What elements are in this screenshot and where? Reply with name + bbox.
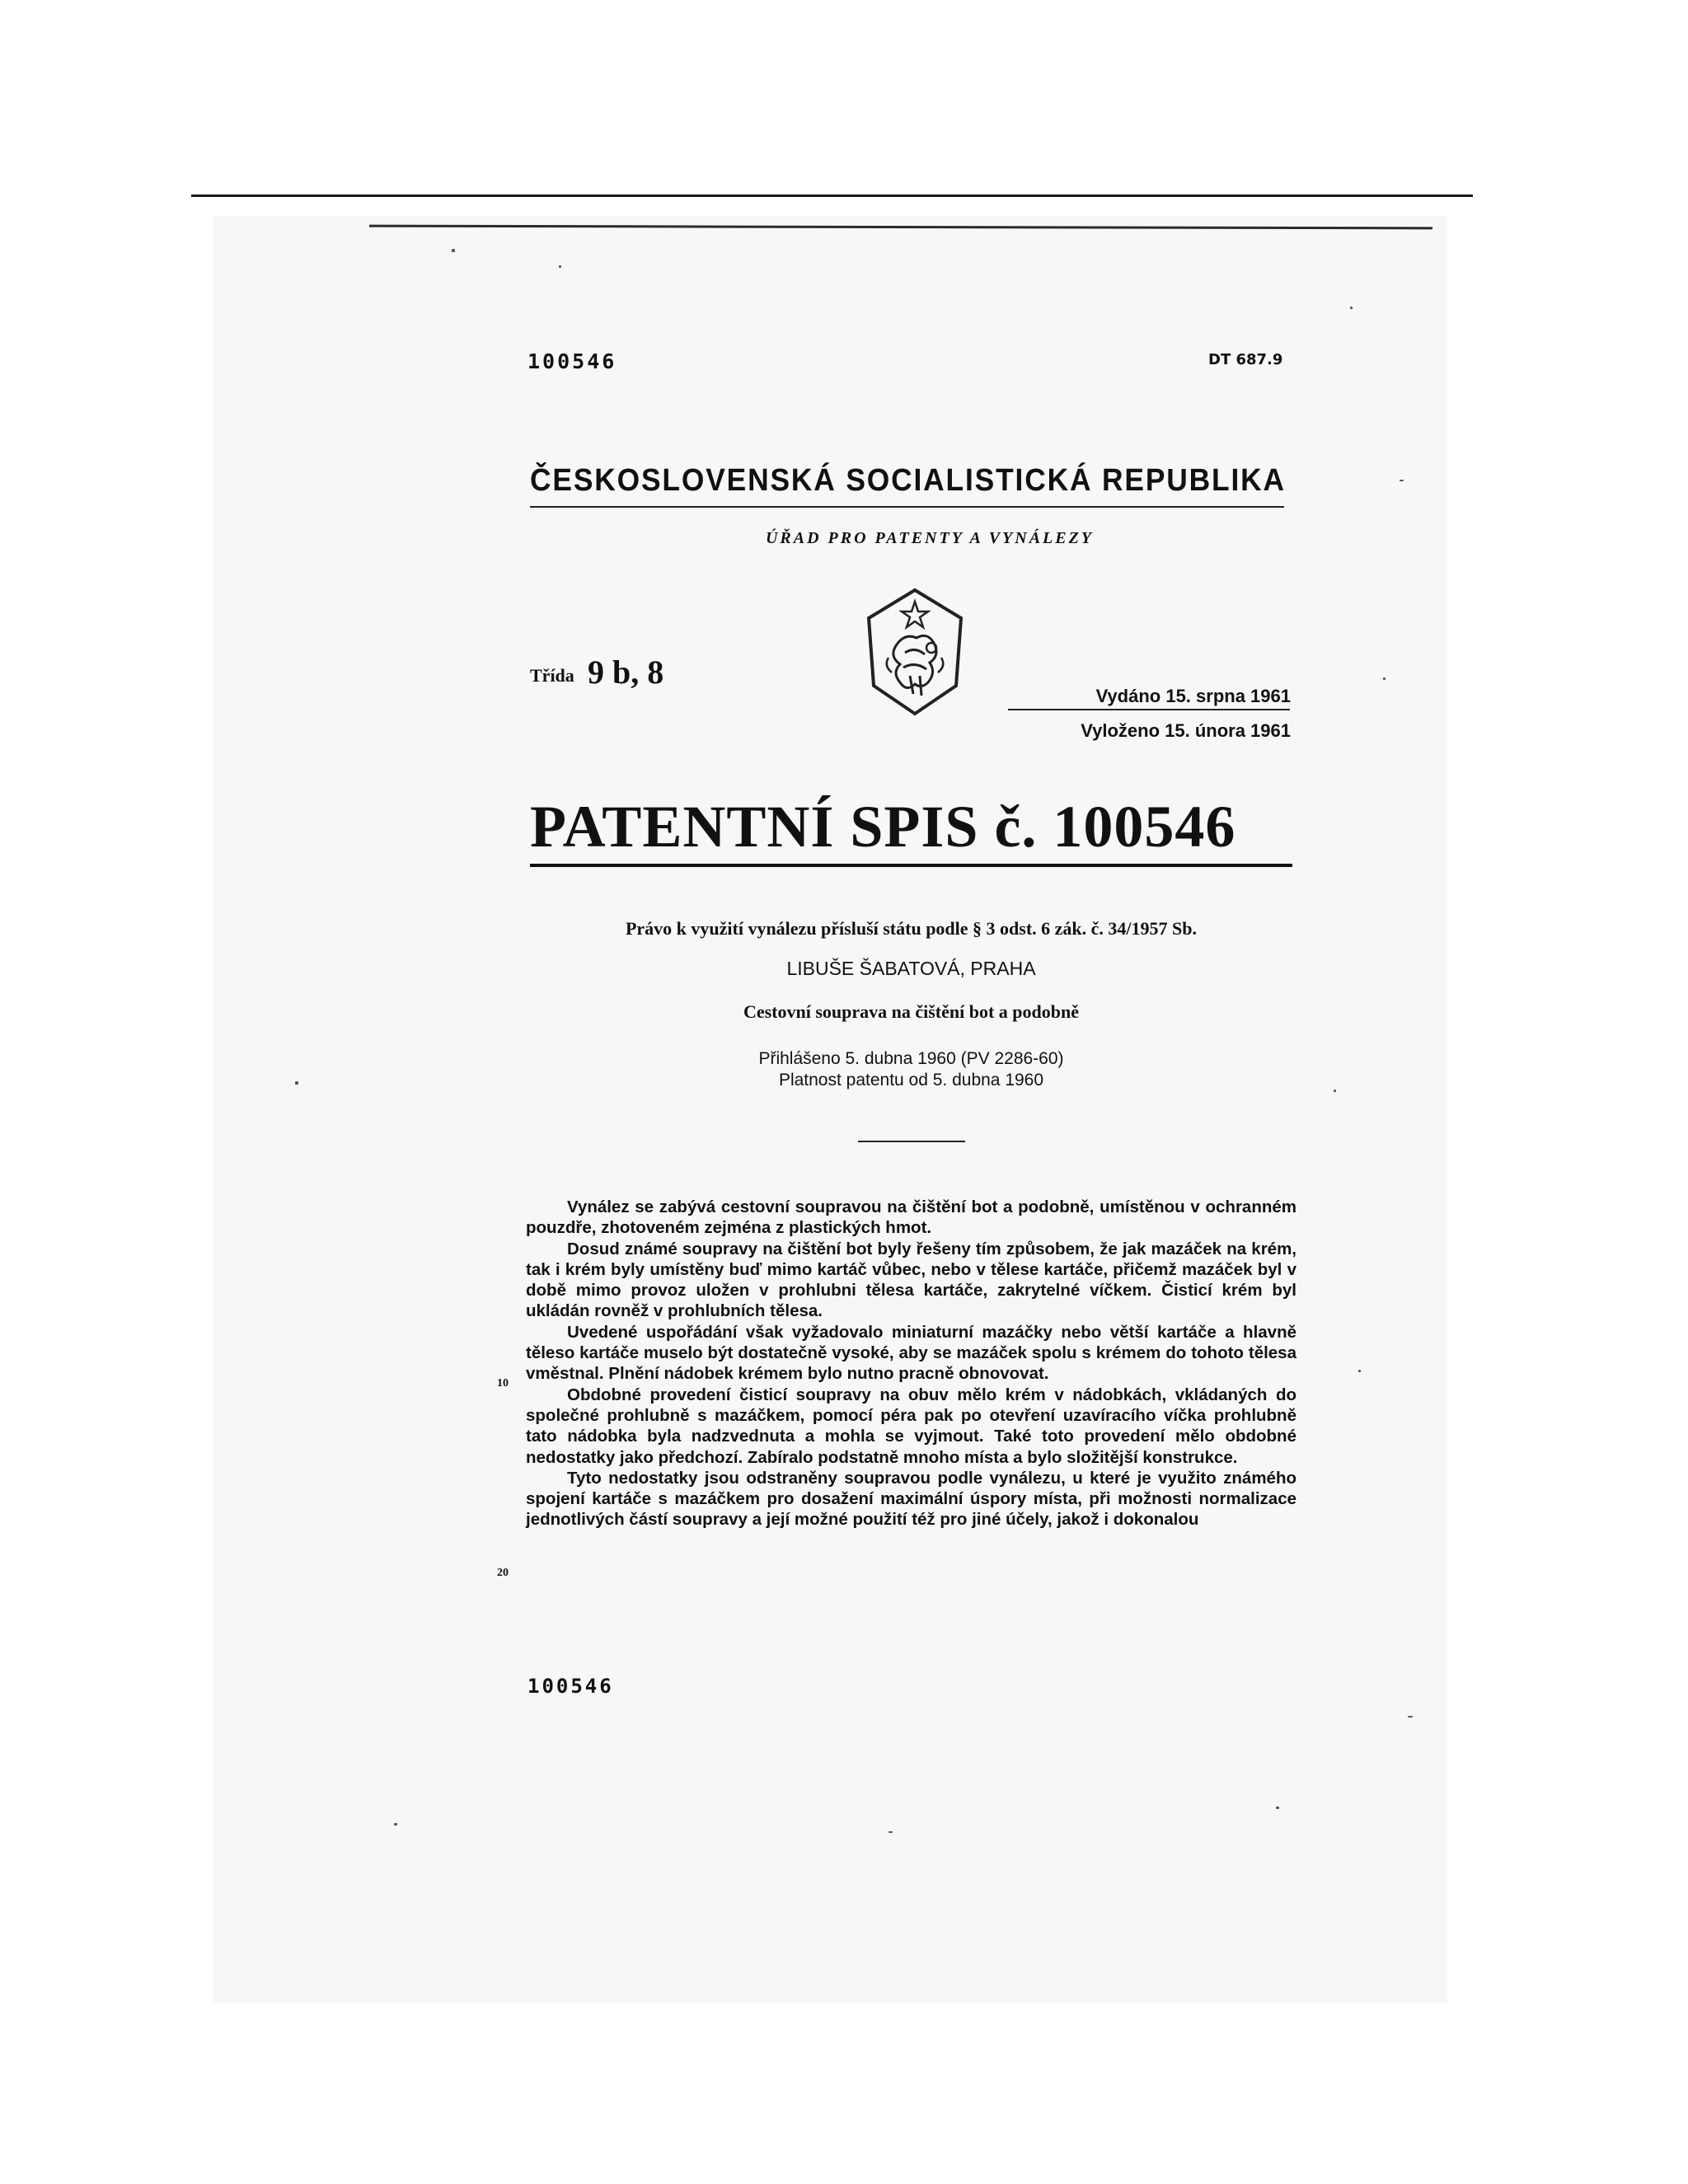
filing-info — [530, 1048, 1292, 1091]
paragraph: Vynález se zabývá cestovní soupravou na čištění bot a podobně, umístěnou v ochranném pouzdře, zhotoveném zejména z plastických hmot. — [526, 1197, 1296, 1238]
document-number: 100546 — [528, 349, 617, 373]
state-emblem-icon — [864, 587, 966, 719]
issued-date: Vydáno 15. srpna 1961 — [1095, 686, 1291, 706]
class-label: Třída — [530, 665, 574, 686]
separator-rule — [858, 1141, 965, 1142]
republic-rule — [530, 506, 1284, 508]
republic-heading: ČESKOSLOVENSKÁ SOCIALISTICKÁ REPUBLIKA — [530, 463, 1286, 498]
scan-top-line — [369, 225, 1432, 230]
paragraph: Tyto nedostatky jsou odstraněny soupravou podle vynálezu, u které je využito známého spojení kartáče s mazáčkem pro dosažení maximální úspory místa, při možnosti normalizace jednotlivých částí soupravy a její možné použití též pro jiné účely, jakož i dokonalou — [526, 1468, 1296, 1530]
scan-speck — [452, 249, 455, 252]
scan-speck — [295, 1081, 298, 1085]
date-rule — [1008, 709, 1290, 710]
paragraph: Uvedené uspořádání však vyžadovalo miniaturní mazáčky nebo větší kartáče a hlavně těleso kartáče muselo být dostatečně vysoké, aby se mazáček spolu s krémem do tohoto tělesa vměstnal. Plnění nádobek krémem bylo nutno pracně obnovovat. — [526, 1322, 1296, 1384]
scan-speck — [1276, 1807, 1279, 1809]
filed-date: Přihlášeno 5. dubna 1960 (PV 2286-60) — [758, 1049, 1064, 1068]
scan-speck — [394, 1823, 397, 1825]
body-text — [526, 1197, 1296, 1530]
scan-speck — [1358, 1370, 1361, 1372]
patent-title: PATENTNÍ SPIS č. 100546 — [530, 794, 1236, 860]
scan-speck — [1400, 480, 1404, 481]
paragraph: Dosud známé soupravy na čištění bot byly řešeny tím způsobem, že jak mazáček na krém, tak i krém byly umístěny buď mimo kartáč vůbec, nebo v tělese kartáče, přičemž mazáček byl v době mimo provoz uložen v prohlubni tělesa kartáče, zakrytelné víčkem. Čisticí krém byl ukládán rovněž v prohlubních tělesa. — [526, 1239, 1296, 1321]
scan-speck — [1408, 1716, 1413, 1718]
scan-speck — [1383, 677, 1386, 680]
laid-open-date: Vyloženo 15. února 1961 — [1081, 720, 1291, 741]
scan-speck — [1334, 1090, 1336, 1092]
paragraph: Obdobné provedení čisticí soupravy na obuv mělo krém v nádobkách, vkládaných do společné prohlubně s mazáčkem, pomocí péra pak po otevření uzavíracího víčka prohlubně tato nádobka byla nadzvednuta a mohla se vyjmout. Také toto provedení mělo obdobné nedostatky jako předchozí. Zabíralo podstatně mnoho místa a bylo složitější konstrukce. — [526, 1385, 1296, 1467]
line-number-20: 20 — [497, 1567, 509, 1579]
title-rule — [530, 864, 1292, 867]
scan-speck — [889, 1831, 893, 1833]
rights-statement: Právo k využití vynálezu přísluší státu podle § 3 odst. 6 zák. č. 34/1957 Sb. — [625, 918, 1198, 939]
scan-speck — [1350, 307, 1353, 309]
class-value: 9 b, 8 — [588, 654, 664, 691]
footer-document-number: 100546 — [528, 1675, 614, 1698]
scan-speck — [559, 265, 561, 268]
line-number-10: 10 — [497, 1377, 509, 1390]
validity-date: Platnost patentu od 5. dubna 1960 — [778, 1071, 1044, 1090]
top-rule — [191, 194, 1473, 197]
invention-title: Cestovní souprava na čištění bot a podobně — [743, 1001, 1080, 1022]
scanned-page — [213, 216, 1447, 2003]
dt-code: DT 687.9 — [1208, 351, 1283, 368]
author-name: LIBUŠE ŠABATOVÁ, PRAHA — [786, 958, 1036, 979]
office-name: ÚŘAD PRO PATENTY A VYNÁLEZY — [765, 529, 1095, 547]
